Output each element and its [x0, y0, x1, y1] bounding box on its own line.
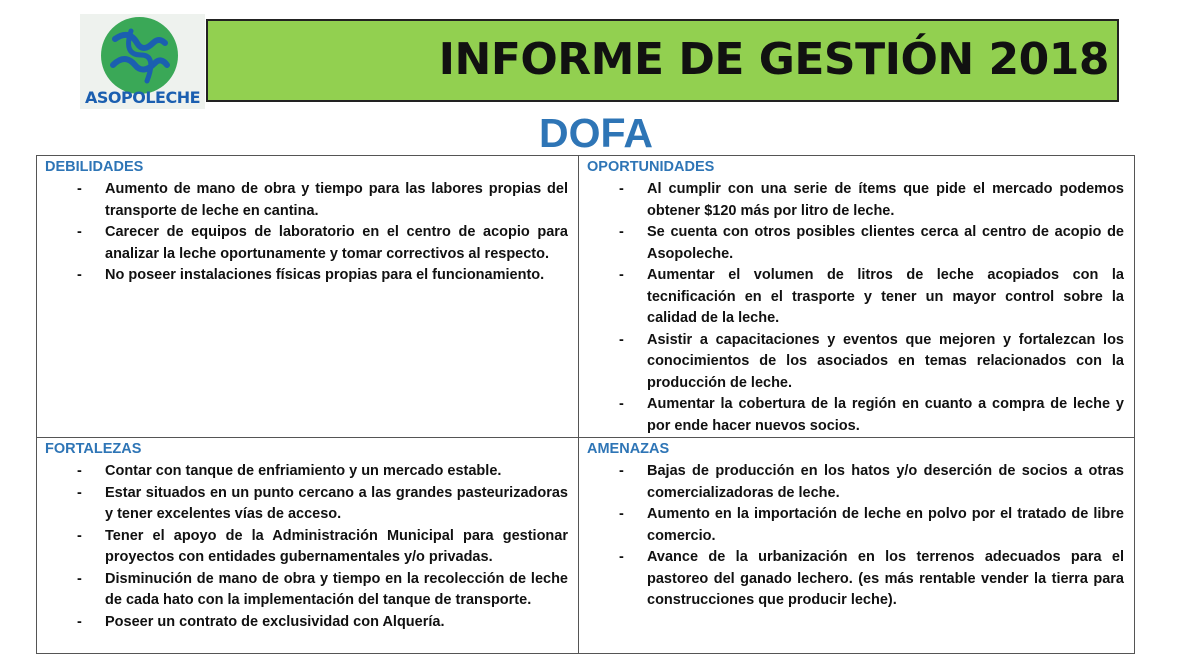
- list-item: - No poseer instalaciones físicas propias para el funcionamiento.: [77, 267, 545, 283]
- list-item: - Al cumplir con una serie de ítems que pide el mercado podemos obtener $120 más por litro de leche.: [619, 181, 1124, 219]
- list-item: - Carecer de equipos de laboratorio en el centro de acopio para analizar la leche oportunamente y tomar correctivos al respecto.: [77, 224, 568, 262]
- list-item: - Bajas de producción en los hatos y/o deserción de socios a otras comercializadoras de leche.: [619, 463, 1124, 501]
- asopoleche-logo: [80, 14, 205, 109]
- header-banner: [206, 19, 1119, 102]
- globe-icon: [101, 17, 178, 94]
- list-item: - Poseer un contrato de exclusividad con Alquería.: [77, 613, 445, 630]
- quadrant-title: AMENAZAS: [587, 441, 670, 457]
- section-title-text: DOFA: [539, 110, 653, 156]
- list-item: - Aumento de mano de obra y tiempo para las labores propias del transporte de leche en cantina.: [77, 181, 568, 219]
- list-item: - Aumentar la cobertura de la región en cuanto a compra de leche y por ende hacer nuevos socios.: [619, 396, 1124, 434]
- quadrant-fortalezas: [37, 438, 579, 654]
- list-item: - Estar situados en un punto cercano a las grandes pasteurizadoras y tener excelentes vías de acceso.: [77, 484, 568, 522]
- quadrant-list: [587, 179, 1124, 437]
- quadrant-debilidades: [37, 156, 579, 438]
- list-item: - Asistir a capacitaciones y eventos que mejoren y fortalezcan los conocimientos de los asociados en temas relacionados con la producción de leche.: [619, 331, 1124, 391]
- dofa-row-top: [37, 156, 1135, 438]
- list-item: - Aumento en la importación de leche en polvo por el tratado de libre comercio.: [619, 506, 1124, 544]
- dofa-table: [36, 155, 1135, 654]
- list-item: - Se cuenta con otros posibles clientes cerca al centro de acopio de Asopoleche.: [619, 224, 1124, 262]
- quadrant-list: [587, 461, 1124, 612]
- page-title: INFORME DE GESTIÓN 2018: [438, 34, 1109, 85]
- quadrant-oportunidades: [579, 156, 1135, 438]
- quadrant-amenazas: [579, 438, 1135, 654]
- quadrant-list: [45, 461, 568, 633]
- quadrant-title: DEBILIDADES: [45, 159, 144, 175]
- logo-text: ASOPOLECHE: [84, 88, 201, 107]
- list-item: - Avance de la urbanización en los terrenos adecuados para el pastoreo del ganado lechero. (es más rentable vender la tierra para construcciones que producir leche).: [619, 549, 1124, 608]
- list-item: - Tener el apoyo de la Administración Municipal para gestionar proyectos con entidades gubernamentales y/o privadas.: [77, 527, 568, 565]
- dofa-row-bottom: [37, 438, 1135, 654]
- quadrant-title: FORTALEZAS: [45, 441, 142, 457]
- quadrant-list: [45, 179, 568, 287]
- list-item: - Disminución de mano de obra y tiempo en la recolección de leche de cada hato con la implementación del tanque de transporte.: [77, 570, 568, 608]
- section-title: [0, 110, 1190, 157]
- logo-swirl-icon: [101, 17, 178, 94]
- list-item: - Contar con tanque de enfriamiento y un mercado estable.: [77, 463, 502, 479]
- quadrant-title: OPORTUNIDADES: [587, 159, 715, 175]
- list-item: - Aumentar el volumen de litros de leche acopiados con la tecnificación en el trasporte y tener un mayor control sobre la calidad de la leche.: [619, 267, 1124, 326]
